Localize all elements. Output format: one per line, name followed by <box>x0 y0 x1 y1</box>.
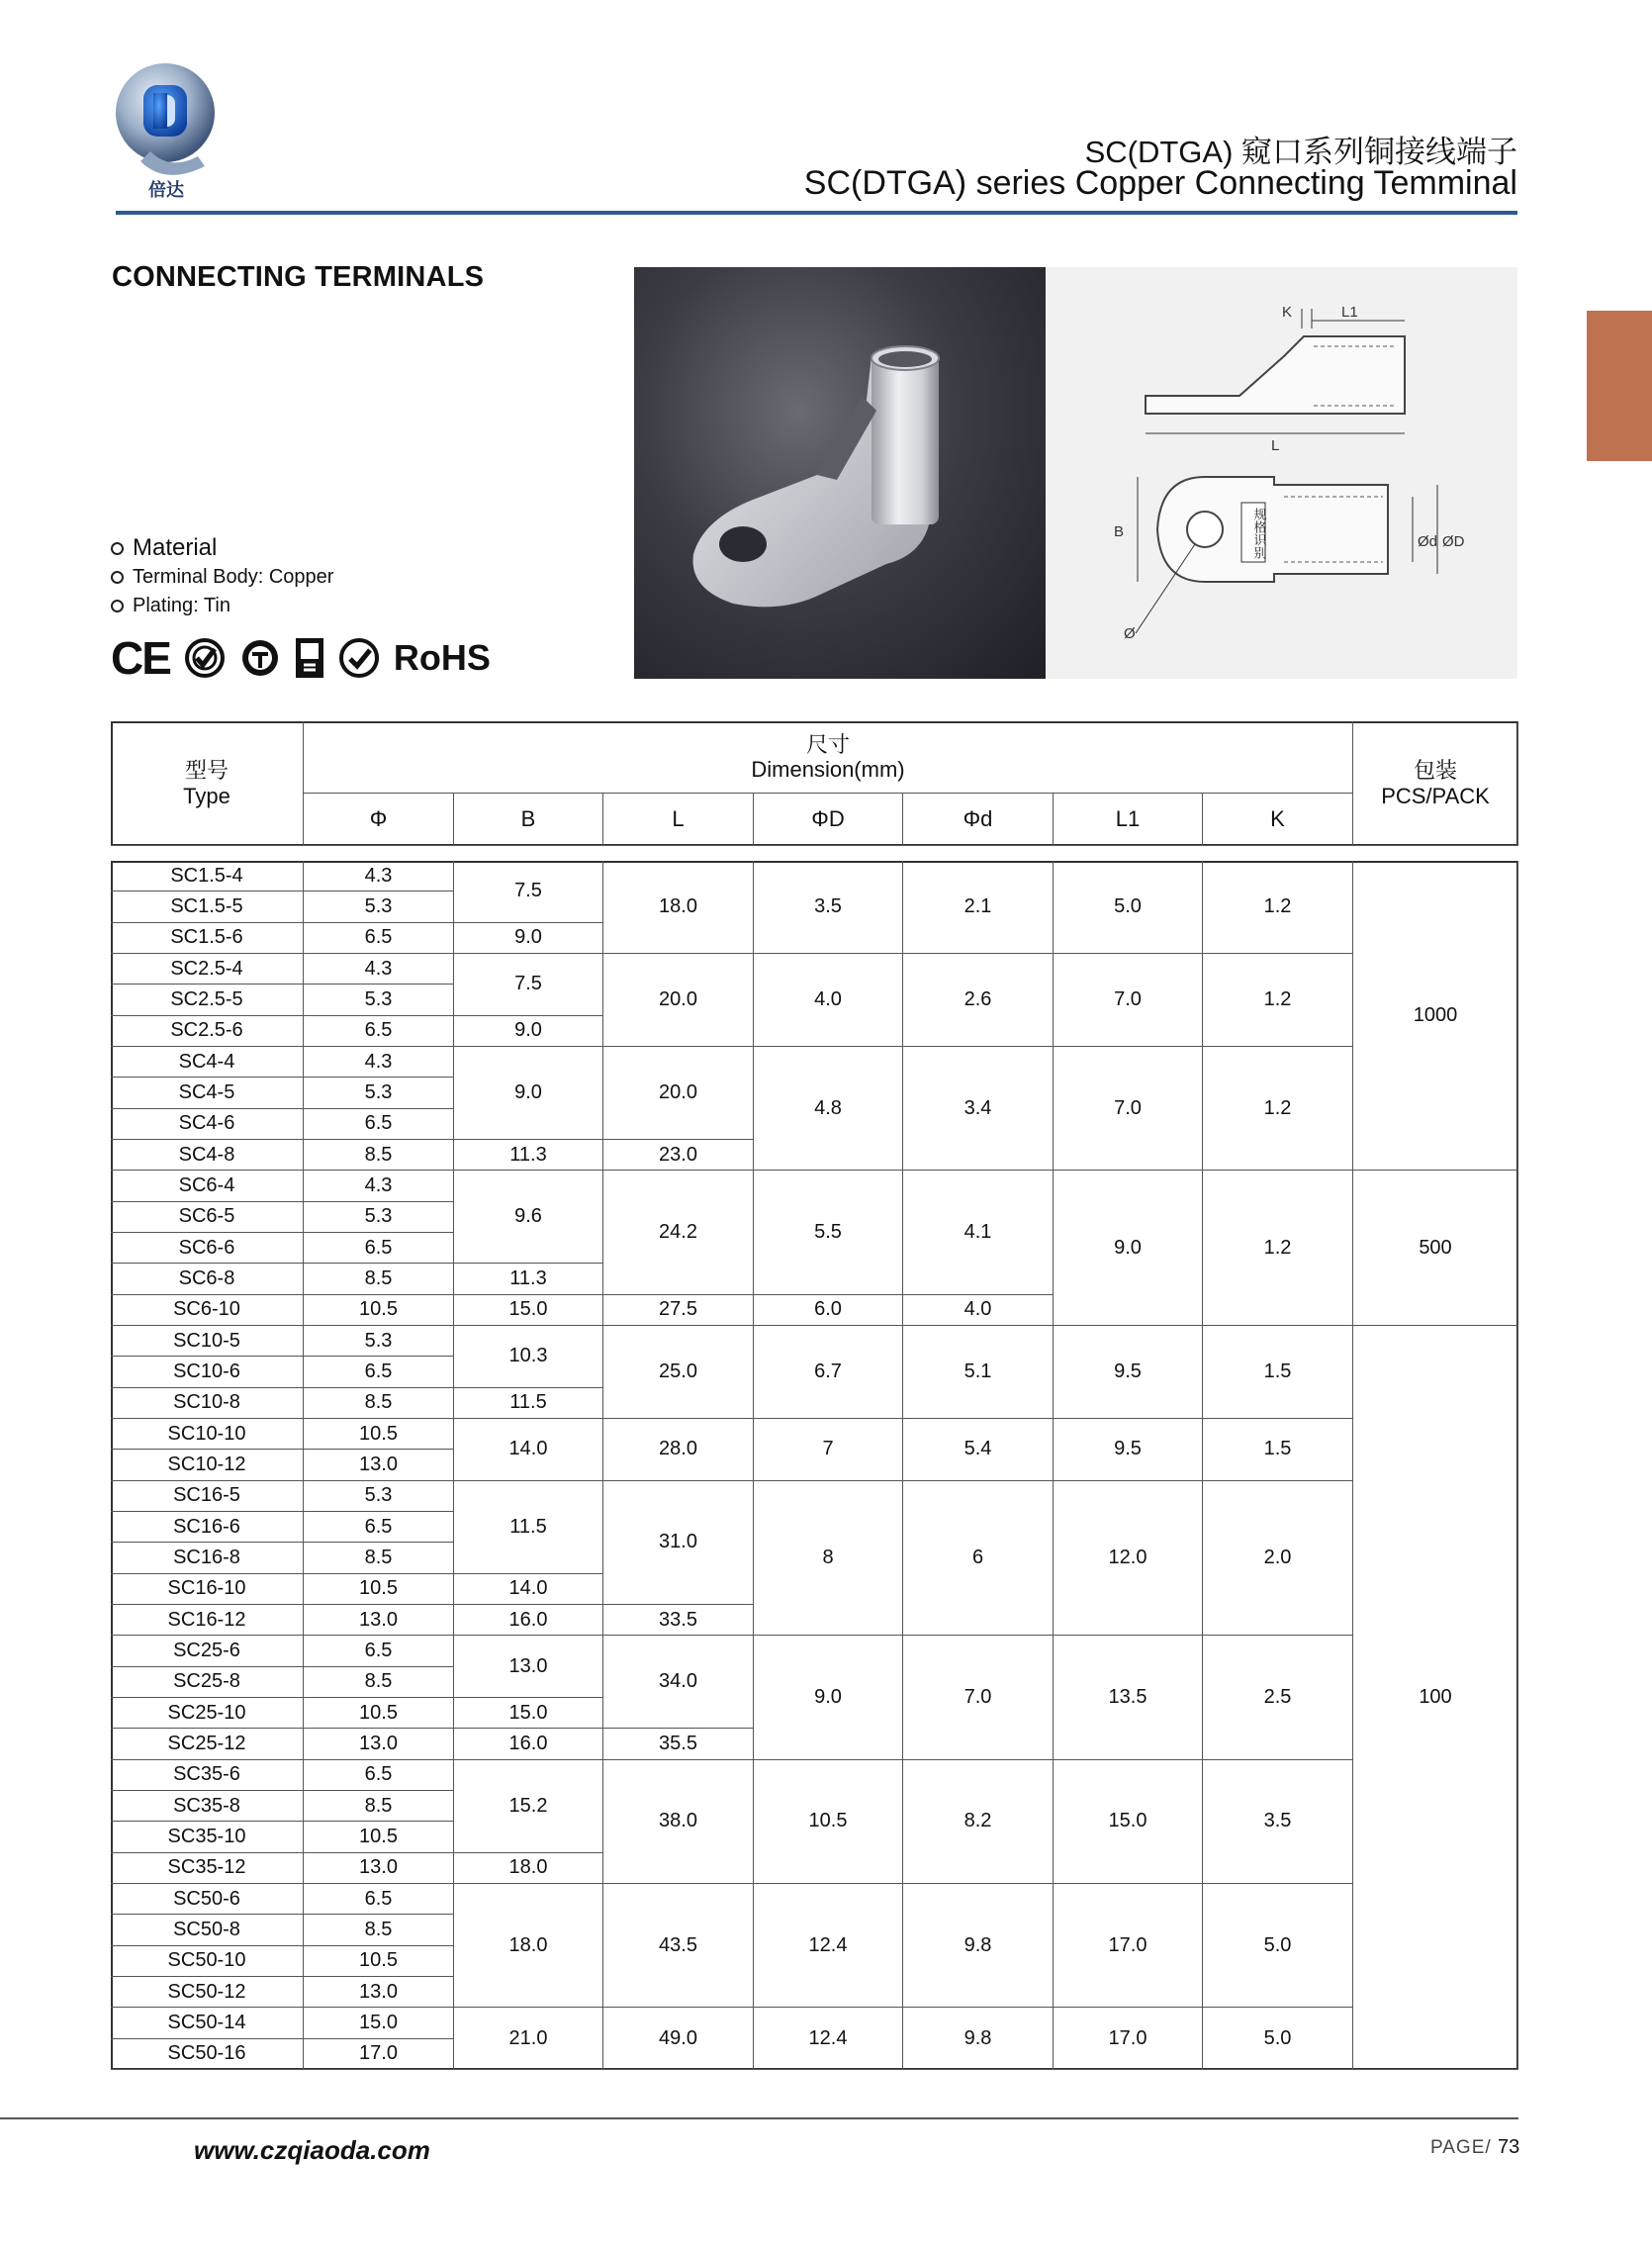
od-cell: 8 <box>754 1481 903 1637</box>
od-cell: 10.5 <box>754 1760 903 1884</box>
type-cell: SC2.5-4 <box>111 954 304 985</box>
certification-marks <box>111 633 491 683</box>
type-cell: SC4-5 <box>111 1078 304 1108</box>
footer-divider <box>0 2117 1518 2119</box>
b-cell: 14.0 <box>454 1419 603 1481</box>
od-cell: 8.2 <box>903 1760 1054 1884</box>
type-cell: SC10-6 <box>111 1357 304 1387</box>
header-dimension-label: Dimension(mm) <box>751 757 905 782</box>
material-item <box>111 566 333 589</box>
rohs-mark: RoHS <box>393 637 491 678</box>
b-cell: 11.5 <box>454 1388 603 1419</box>
page-title-english: SC(DTGA) series Copper Connecting Temminal <box>803 164 1517 202</box>
phi-cell: 8.5 <box>304 1543 454 1573</box>
bullet-icon <box>111 600 124 612</box>
od-cell: 4.0 <box>754 954 903 1047</box>
phi-cell: 6.5 <box>304 923 454 954</box>
type-cell: SC50-16 <box>111 2039 304 2070</box>
type-cell: SC10-8 <box>111 1388 304 1419</box>
od-cell: 7 <box>754 1419 903 1481</box>
logo-text: 倍达 <box>148 180 184 201</box>
k-cell: 2.0 <box>1203 1481 1353 1637</box>
type-cell: SC4-6 <box>111 1109 304 1140</box>
type-cell: SC10-5 <box>111 1326 304 1357</box>
l-cell: 24.2 <box>603 1171 754 1294</box>
b-cell: 18.0 <box>454 1884 603 2008</box>
b-cell: 11.3 <box>454 1264 603 1294</box>
od-cell: 9.0 <box>754 1636 903 1759</box>
phi-cell: 15.0 <box>304 2008 454 2038</box>
l-cell: 20.0 <box>603 954 754 1047</box>
pack-cell: 1000 <box>1353 861 1518 1171</box>
sgs-mark-icon <box>338 637 380 679</box>
phi-cell: 4.3 <box>304 1171 454 1201</box>
type-cell: SC25-6 <box>111 1636 304 1666</box>
phi-cell: 6.5 <box>304 1357 454 1387</box>
b-cell: 9.0 <box>454 923 603 954</box>
od-cell: 6 <box>903 1481 1054 1637</box>
b-cell: 11.3 <box>454 1140 603 1171</box>
ce-mark-icon: CE <box>111 632 170 684</box>
type-cell: SC16-10 <box>111 1574 304 1605</box>
b-cell: 18.0 <box>454 1853 603 1884</box>
l1-cell: 17.0 <box>1054 2008 1203 2070</box>
l-cell: 43.5 <box>603 1884 754 2008</box>
k-cell: 2.5 <box>1203 1636 1353 1759</box>
l-cell: 20.0 <box>603 1047 754 1140</box>
phi-cell: 10.5 <box>304 1698 454 1729</box>
company-logo <box>111 57 220 206</box>
page-title-chinese: SC(DTGA) 窥口系列铜接线端子 <box>1084 135 1517 169</box>
label-k: K <box>1282 304 1293 321</box>
phi-cell: 13.0 <box>304 1729 454 1759</box>
l1-cell: 9.5 <box>1054 1419 1203 1481</box>
column-header: K <box>1203 794 1353 846</box>
l1-cell: 15.0 <box>1054 1760 1203 1884</box>
phi-cell: 5.3 <box>304 1326 454 1357</box>
od-cell: 4.0 <box>903 1295 1054 1326</box>
b-cell: 15.0 <box>454 1295 603 1326</box>
phi-cell: 6.5 <box>304 1016 454 1047</box>
b-cell: 15.0 <box>454 1698 603 1729</box>
type-cell: SC6-5 <box>111 1202 304 1233</box>
type-cell: SC35-12 <box>111 1853 304 1884</box>
website-link[interactable]: www.czqiaoda.com <box>194 2135 430 2165</box>
od-cell: 3.4 <box>903 1047 1054 1171</box>
material-plating: Plating: Tin <box>133 595 230 616</box>
label-phi-D: ØD <box>1442 533 1465 550</box>
l1-cell: 7.0 <box>1054 954 1203 1047</box>
k-cell: 1.5 <box>1203 1419 1353 1481</box>
phi-cell: 5.3 <box>304 891 454 922</box>
type-cell: SC6-8 <box>111 1264 304 1294</box>
b-cell: 16.0 <box>454 1729 603 1759</box>
header-dimension <box>304 721 1353 794</box>
product-photo <box>634 267 1046 679</box>
l1-cell: 12.0 <box>1054 1481 1203 1637</box>
type-cell: SC16-6 <box>111 1512 304 1543</box>
b-cell: 9.6 <box>454 1171 603 1264</box>
phi-cell: 5.3 <box>304 985 454 1015</box>
type-cell: SC10-10 <box>111 1419 304 1450</box>
phi-cell: 6.5 <box>304 1884 454 1915</box>
k-cell: 1.2 <box>1203 1171 1353 1326</box>
phi-cell: 10.5 <box>304 1822 454 1852</box>
type-cell: SC16-8 <box>111 1543 304 1573</box>
od-cell: 12.4 <box>754 1884 903 2008</box>
phi-cell: 8.5 <box>304 1264 454 1294</box>
b-cell: 21.0 <box>454 2008 603 2070</box>
column-header: ΦD <box>754 794 903 846</box>
phi-cell: 5.3 <box>304 1078 454 1108</box>
od-cell: 6.0 <box>754 1295 903 1326</box>
od-cell: 9.8 <box>903 2008 1054 2070</box>
phi-cell: 10.5 <box>304 1574 454 1605</box>
label-marking: 规格识别 <box>1251 508 1267 559</box>
l-cell: 25.0 <box>603 1326 754 1419</box>
bullet-icon <box>111 571 124 584</box>
type-cell: SC35-10 <box>111 1822 304 1852</box>
phi-cell: 10.5 <box>304 1419 454 1450</box>
pack-cell: 100 <box>1353 1326 1518 2070</box>
label-phi: Ø <box>1124 625 1136 642</box>
dimension-drawing <box>1047 267 1517 679</box>
phi-cell: 6.5 <box>304 1109 454 1140</box>
l1-cell: 13.5 <box>1054 1636 1203 1759</box>
column-header: Φ <box>304 794 454 846</box>
page-number: 73 <box>1498 2136 1520 2158</box>
section-heading: CONNECTING TERMINALS <box>112 261 485 293</box>
page-label: PAGE/ <box>1430 2137 1492 2158</box>
od-cell: 4.8 <box>754 1047 903 1171</box>
type-cell: SC50-6 <box>111 1884 304 1915</box>
type-cell: SC2.5-5 <box>111 985 304 1015</box>
od-cell: 4.1 <box>903 1171 1054 1294</box>
type-cell: SC50-12 <box>111 1977 304 2008</box>
od-cell: 5.5 <box>754 1171 903 1294</box>
header-type <box>111 721 304 846</box>
type-cell: SC16-12 <box>111 1605 304 1636</box>
phi-cell: 13.0 <box>304 1853 454 1884</box>
phi-cell: 4.3 <box>304 1047 454 1078</box>
l-cell: 33.5 <box>603 1605 754 1636</box>
l1-cell: 7.0 <box>1054 1047 1203 1171</box>
od-cell: 6.7 <box>754 1326 903 1419</box>
type-cell: SC1.5-4 <box>111 861 304 891</box>
column-header: L1 <box>1054 794 1203 846</box>
header-pack-label: PCS/PACK <box>1381 783 1490 808</box>
type-cell: SC1.5-5 <box>111 891 304 922</box>
k-cell: 1.2 <box>1203 1047 1353 1171</box>
l1-cell: 9.5 <box>1054 1326 1203 1419</box>
b-cell: 14.0 <box>454 1574 603 1605</box>
label-b: B <box>1114 523 1125 540</box>
type-cell: SC50-10 <box>111 1946 304 1977</box>
l1-cell: 9.0 <box>1054 1171 1203 1326</box>
phi-cell: 8.5 <box>304 1791 454 1822</box>
l-cell: 28.0 <box>603 1419 754 1481</box>
type-cell: SC6-10 <box>111 1295 304 1326</box>
label-l1: L1 <box>1341 304 1358 321</box>
phi-cell: 4.3 <box>304 861 454 891</box>
phi-cell: 6.5 <box>304 1636 454 1666</box>
od-cell: 5.4 <box>903 1419 1054 1481</box>
column-header: B <box>454 794 603 846</box>
type-cell: SC25-12 <box>111 1729 304 1759</box>
tuv-mark-icon <box>239 637 281 679</box>
k-cell: 3.5 <box>1203 1760 1353 1884</box>
phi-cell: 13.0 <box>304 1605 454 1636</box>
phi-cell: 8.5 <box>304 1140 454 1171</box>
phi-cell: 13.0 <box>304 1977 454 2008</box>
type-cell: SC35-8 <box>111 1791 304 1822</box>
b-cell: 11.5 <box>454 1481 603 1574</box>
header-dimension-label: 尺寸 <box>805 731 850 757</box>
type-cell: SC10-12 <box>111 1450 304 1480</box>
type-cell: SC4-8 <box>111 1140 304 1171</box>
k-cell: 5.0 <box>1203 2008 1353 2070</box>
l-cell: 38.0 <box>603 1760 754 1884</box>
l-cell: 18.0 <box>603 861 754 954</box>
phi-cell: 8.5 <box>304 1915 454 1945</box>
k-cell: 1.5 <box>1203 1326 1353 1419</box>
phi-cell: 6.5 <box>304 1760 454 1791</box>
type-cell: SC35-6 <box>111 1760 304 1791</box>
l-cell: 49.0 <box>603 2008 754 2070</box>
label-l: L <box>1271 437 1280 454</box>
od-cell: 3.5 <box>754 861 903 954</box>
phi-cell: 8.5 <box>304 1388 454 1419</box>
material-item <box>111 595 230 617</box>
type-cell: SC25-8 <box>111 1667 304 1698</box>
header-divider <box>116 211 1517 215</box>
l-cell: 31.0 <box>603 1481 754 1605</box>
type-cell: SC1.5-6 <box>111 923 304 954</box>
phi-cell: 13.0 <box>304 1450 454 1480</box>
bullet-icon <box>111 542 124 555</box>
od-cell: 7.0 <box>903 1636 1054 1759</box>
phi-cell: 5.3 <box>304 1202 454 1233</box>
material-item <box>111 534 217 562</box>
b-cell: 13.0 <box>454 1636 603 1698</box>
label-phi-d: Ød <box>1418 533 1438 550</box>
k-cell: 1.2 <box>1203 954 1353 1047</box>
column-header: Φd <box>903 794 1054 846</box>
phi-cell: 6.5 <box>304 1512 454 1543</box>
header-pack-label: 包装 <box>1413 758 1457 784</box>
header-pack <box>1353 721 1518 846</box>
phi-cell: 17.0 <box>304 2039 454 2070</box>
od-cell: 2.1 <box>903 861 1054 954</box>
type-cell: SC4-4 <box>111 1047 304 1078</box>
l1-cell: 5.0 <box>1054 861 1203 954</box>
type-cell: SC16-5 <box>111 1481 304 1512</box>
b-cell: 9.0 <box>454 1016 603 1047</box>
od-cell: 5.1 <box>903 1326 1054 1419</box>
type-cell: SC25-10 <box>111 1698 304 1729</box>
b-cell: 7.5 <box>454 954 603 1016</box>
material-label: Material <box>133 534 218 561</box>
phi-cell: 10.5 <box>304 1295 454 1326</box>
material-body: Terminal Body: Copper <box>133 566 334 588</box>
b-cell: 7.5 <box>454 861 603 923</box>
l1-cell: 17.0 <box>1054 1884 1203 2008</box>
phi-cell: 6.5 <box>304 1233 454 1264</box>
k-cell: 1.2 <box>1203 861 1353 954</box>
od-cell: 9.8 <box>903 1884 1054 2008</box>
b-cell: 10.3 <box>454 1326 603 1388</box>
column-header: L <box>603 794 754 846</box>
phi-cell: 8.5 <box>304 1667 454 1698</box>
phi-cell: 5.3 <box>304 1481 454 1512</box>
type-cell: SC6-6 <box>111 1233 304 1264</box>
type-cell: SC2.5-6 <box>111 1016 304 1047</box>
phi-cell: 4.3 <box>304 954 454 985</box>
phi-cell: 10.5 <box>304 1946 454 1977</box>
ccc-mark-icon <box>295 637 324 679</box>
approval-check-icon <box>184 637 226 679</box>
header-type-label: 型号 <box>184 758 229 784</box>
k-cell: 5.0 <box>1203 1884 1353 2008</box>
od-cell: 12.4 <box>754 2008 903 2070</box>
type-cell: SC50-14 <box>111 2008 304 2038</box>
b-cell: 15.2 <box>454 1760 603 1853</box>
l-cell: 35.5 <box>603 1729 754 1759</box>
l-cell: 34.0 <box>603 1636 754 1729</box>
b-cell: 9.0 <box>454 1047 603 1140</box>
l-cell: 27.5 <box>603 1295 754 1326</box>
type-cell: SC50-8 <box>111 1915 304 1945</box>
l-cell: 23.0 <box>603 1140 754 1171</box>
side-color-tab <box>1587 311 1652 461</box>
header-type-label: Type <box>183 783 230 808</box>
b-cell: 16.0 <box>454 1605 603 1636</box>
od-cell: 2.6 <box>903 954 1054 1047</box>
pack-cell: 500 <box>1353 1171 1518 1326</box>
type-cell: SC6-4 <box>111 1171 304 1201</box>
